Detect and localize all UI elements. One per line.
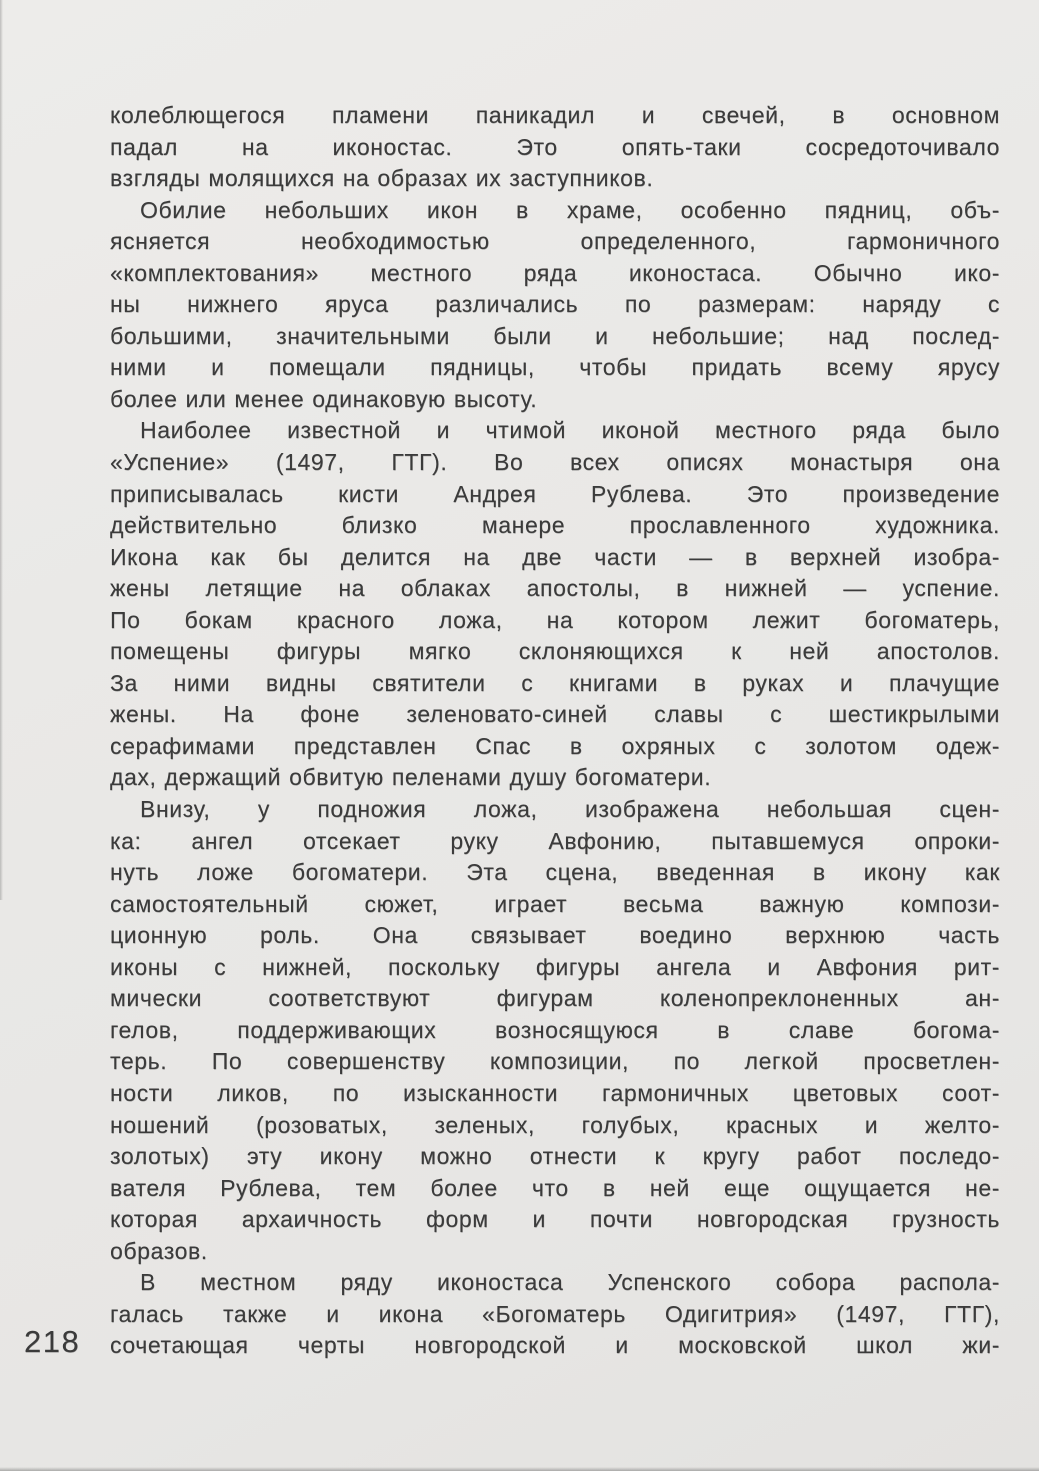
text-line: гелов, поддерживающих возносящуюся в славе богома-	[110, 1016, 1000, 1043]
text-line: По бокам красного ложа, на котором лежит богоматерь,	[110, 606, 1000, 633]
paragraph	[110, 1267, 1000, 1362]
text-line: нуть ложе богоматери. Эта сцена, введенная в икону как	[110, 859, 1000, 886]
text-line: помещены фигуры мягко склоняющихся к ней апостолов.	[110, 638, 1000, 665]
text-line: самостоятельный сюжет, играет весьма важную компози-	[110, 890, 1000, 917]
paragraph	[110, 415, 1000, 794]
text-line: ними и помещали пядницы, чтобы придать всему ярусу	[110, 354, 1000, 381]
text-line: терь. По совершенству композиции, по легкой просветлен-	[110, 1048, 1000, 1075]
text-line: ны нижнего яруса различались по размерам: наряду с	[110, 291, 1000, 318]
text-line: ясняется необходимостью определенного, гармоничного	[110, 228, 1000, 255]
text-line: колеблющегося пламени паникадил и свечей, в основном	[110, 102, 1000, 128]
page-edge-shadow-bottom	[0, 1467, 1039, 1471]
body-text	[110, 100, 1000, 1362]
text-line: иконы с нижней, поскольку фигуры ангела и Авфония рит-	[110, 953, 1000, 980]
text-line: приписывалась кисти Андрея Рублева. Это произведение	[110, 480, 1000, 507]
text-line: жены. На фоне зеленовато-синей славы с шестикрылыми	[110, 701, 1000, 728]
text-line: более или менее одинаковую высоту.	[110, 385, 538, 412]
page-number: 218	[24, 1324, 81, 1359]
text-line: ношений (розоватых, зеленых, голубых, красных и желто-	[110, 1111, 1000, 1138]
text-line: галась также и икона «Богоматерь Одигитрия» (1497, ГТГ),	[110, 1300, 1000, 1327]
text-line: мически соответствуют фигурам коленопреклоненных ан-	[110, 985, 1000, 1012]
text-line: действительно близко манере прославленного художника.	[110, 512, 1000, 539]
text-line: образов.	[110, 1237, 208, 1264]
text-line: сочетающая черты новгородской и московской школ жи-	[110, 1332, 1000, 1359]
text-line: Внизу, у подножия ложа, изображена небольшая сцен-	[140, 796, 1000, 823]
text-line: золотых) эту икону можно отнести к кругу работ последо-	[110, 1143, 1000, 1170]
text-line: В местном ряду иконостаса Успенского собора распола-	[140, 1269, 1000, 1296]
text-line: падал на иконостас. Это опять-таки сосредоточивало	[110, 133, 1000, 160]
paragraph	[110, 195, 1000, 416]
text-line: большими, значительными были и небольшие; над послед-	[110, 322, 1000, 349]
text-line: ционную роль. Она связывает воедино верхнюю часть	[110, 922, 1000, 949]
text-line: взгляды молящихся на образах их заступников.	[110, 165, 654, 192]
paragraph	[110, 794, 1000, 1267]
text-line: Обилие небольших икон в храме, особенно пядниц, объ-	[140, 196, 1000, 223]
text-line: серафимами представлен Спас в охряных с золотом одеж-	[110, 732, 1000, 759]
text-line: дах, держащий обвитую пеленами душу богоматери.	[110, 764, 712, 791]
text-line: которая архаичность форм и почти новгородская грузность	[110, 1206, 1000, 1233]
text-line: Икона как бы делится на две части — в верхней изобра-	[110, 543, 1000, 570]
text-line: «Успение» (1497, ГТГ). Во всех описях монастыря она	[110, 449, 1000, 476]
page-edge-shadow-left	[0, 0, 3, 900]
paragraph	[110, 100, 1000, 195]
text-line: вателя Рублева, тем более что в ней еще ощущается не-	[110, 1174, 1000, 1201]
text-line: За ними видны святители с книгами в руках и плачущие	[110, 669, 1000, 696]
text-line: Наиболее известной и чтимой иконой местного ряда было	[140, 417, 1000, 444]
text-line: ка: ангел отсекает руку Авфонию, пытавшемуся опроки-	[110, 827, 1000, 854]
text-line: «комплектования» местного ряда иконостаса. Обычно ико-	[110, 259, 1000, 286]
text-line: жены летящие на облаках апостолы, в нижней — успение.	[110, 575, 1000, 602]
text-line: ности ликов, по изысканности гармоничных цветовых соот-	[110, 1079, 1000, 1106]
